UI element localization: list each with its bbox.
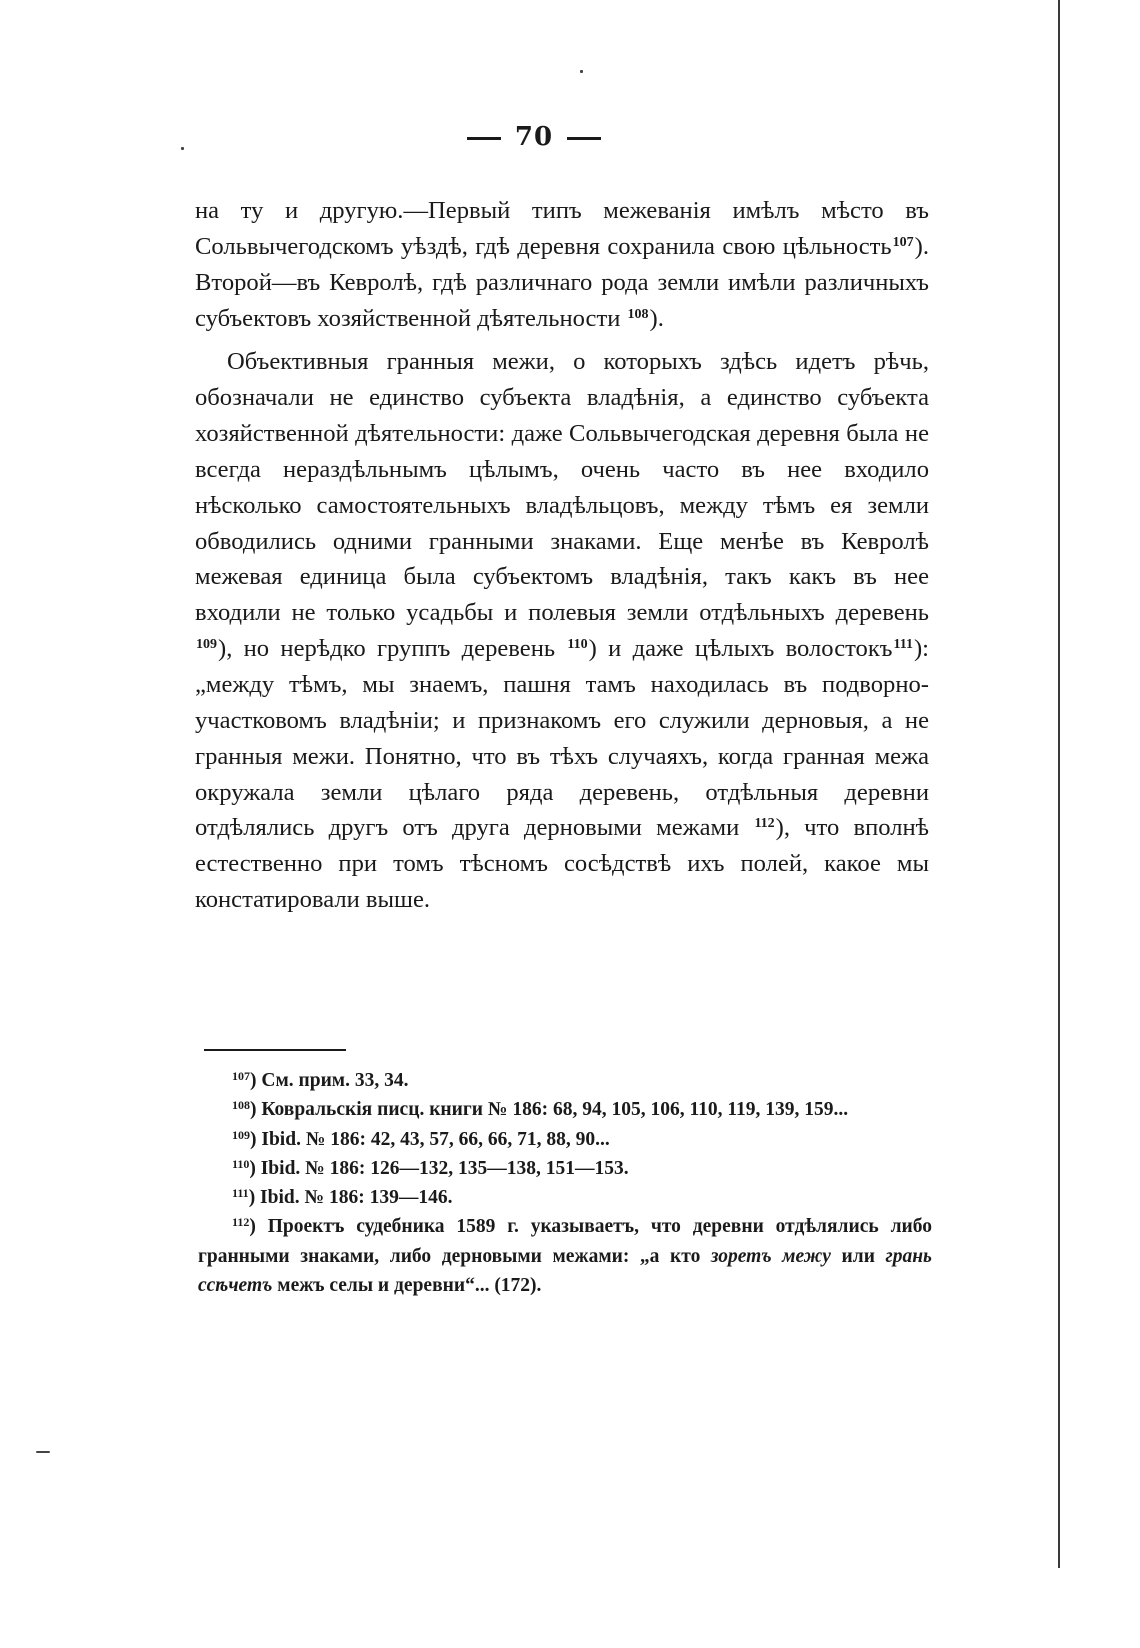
page-number-dash — [467, 137, 501, 140]
paragraph-1 — [195, 193, 929, 336]
footnote-number: 112 — [232, 1215, 250, 1230]
footnote-text: межъ селы и деревни“... (172). — [272, 1275, 542, 1297]
footnote-number: 111 — [232, 1186, 249, 1201]
text-run: ): „между тѣмъ, мы знаемъ, пашня тамъ находилась въ подворно-участковомъ владѣніи; и признакомъ его служили дерновыя, а не гранныя межи. Понятно, что въ тѣхъ случаяхъ, когда гранная межа окружала земли цѣлаго ряда деревень, отдѣльныя деревни отдѣлялись другъ отъ друга дерновыми межами — [195, 635, 929, 842]
footnote-number: 108 — [232, 1098, 250, 1113]
page-number-dash — [567, 137, 601, 140]
main-text — [195, 193, 929, 918]
footnote-text: ) Ibid. № 186: 139—146. — [248, 1187, 453, 1209]
footnote-text: ) Ковральскія писц. книги № 186: 68, 94, 105, 106, 110, 119, 139, 159... — [250, 1099, 849, 1121]
footnote-ref: 108 — [627, 306, 649, 322]
scan-speck — [580, 70, 583, 73]
footnote-number: 110 — [232, 1156, 250, 1171]
footnote-ref: 111 — [893, 637, 913, 653]
footnote-text: ) См. прим. 33, 34. — [250, 1070, 409, 1091]
footnote-item — [198, 1183, 932, 1212]
text-run: ), но нерѣдко группъ деревень — [218, 635, 567, 663]
page-edge-rule — [1058, 0, 1060, 1568]
text-run: Объективныя гранныя межи, о которыхъ здѣсь идетъ рѣчь, обозначали не единство субъекта владѣнія, а единство субъекта хозяйственной дѣятельности: даже Сольвычегодская деревня была не всегда нераздѣльнымъ цѣлымъ, очень часто въ нее входило нѣсколько самостоятельныхъ владѣльцовъ, между тѣмъ ея земли обводились одними гранными знаками. Еще менѣе въ Кевролѣ межевая единица была субъектомъ владѣнія, такъ какъ въ нее входили не только усадьбы и полевыя земли отдѣльныхъ деревень — [195, 348, 929, 627]
text-run: на ту и другую.—Первый типъ межеванія имѣлъ мѣсто въ Сольвычегодскомъ уѣздѣ, гдѣ деревня сохранила свою цѣльность — [195, 197, 929, 260]
footnotes — [198, 1066, 932, 1300]
footnote-ref: 109 — [196, 637, 217, 653]
footnote-number: 109 — [232, 1127, 250, 1142]
page-number-value: 70 — [514, 122, 554, 152]
footnote-item — [198, 1154, 932, 1183]
paragraph-2 — [195, 344, 929, 918]
footnote-separator — [204, 1049, 346, 1051]
footnote-ref: 110 — [567, 637, 588, 653]
scan-speck — [36, 1451, 50, 1453]
footnote-text: ) Проектъ судебника 1589 г. указываетъ, что деревни отдѣлялись либо гранными знаками, либо дерновыми межами: „а кто — [198, 1216, 932, 1267]
footnote-ref: 107 — [892, 234, 914, 250]
footnote-quote-italic: грань ссѣчетъ — [198, 1245, 932, 1297]
text-run: ). — [649, 304, 664, 332]
footnote-number: 107 — [232, 1069, 250, 1083]
footnote-item — [198, 1095, 932, 1124]
footnote-item — [198, 1212, 932, 1300]
page-number — [0, 122, 1068, 152]
footnote-text: ) Ibid. № 186: 126—132, 135—138, 151—153. — [249, 1157, 629, 1179]
footnote-ref: 112 — [754, 816, 775, 832]
footnote-quote-italic: зоретъ межу — [710, 1245, 831, 1267]
text-run: ), что вполнѣ естественно при томъ тѣсномъ сосѣдствѣ ихъ полей, какое мы констатировали выше. — [195, 814, 929, 914]
footnote-text: или — [830, 1245, 886, 1267]
footnote-text: ) Ibid. № 186: 42, 43, 57, 66, 66, 71, 88, 90... — [250, 1128, 610, 1150]
footnote-item — [198, 1125, 932, 1154]
text-run: ) и даже цѣлыхъ волостокъ — [588, 635, 893, 663]
footnote-item — [198, 1066, 932, 1095]
text-run: ). Второй—въ Кевролѣ, гдѣ различнаго рода земли имѣли различныхъ субъектовъ хозяйственной дѣятельности — [195, 232, 929, 332]
